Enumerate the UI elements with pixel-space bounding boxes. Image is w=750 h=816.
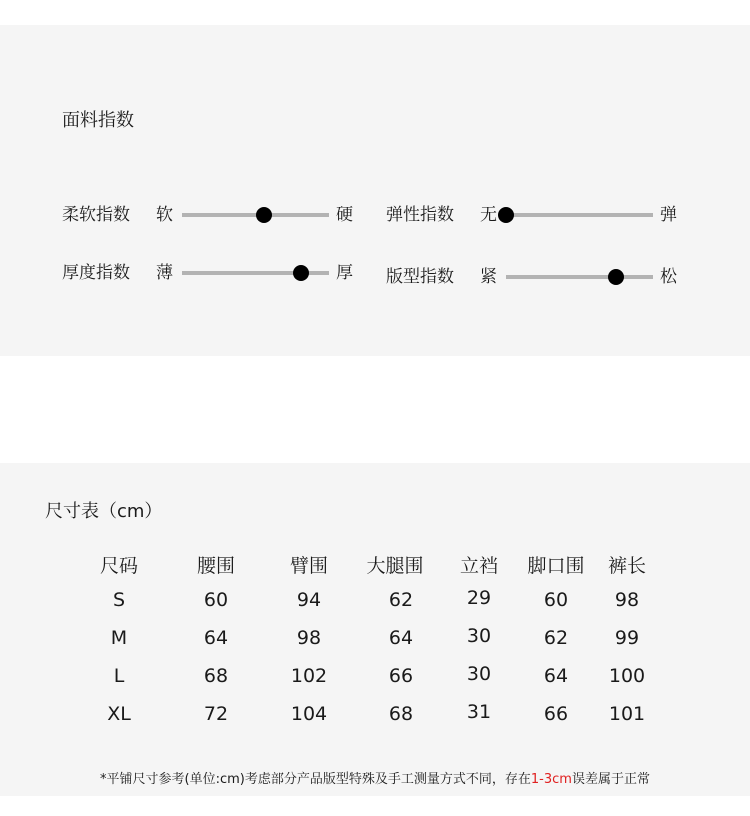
softness-slider-track <box>182 213 329 217</box>
fit-index-label: 版型指数 <box>386 267 454 287</box>
footnote-highlight: 1-3cm <box>530 772 572 787</box>
cell-hip: 94 <box>296 589 322 611</box>
header-size: 尺码 <box>99 555 138 577</box>
cell-waist: 68 <box>203 665 229 687</box>
cell-rise: 29 <box>466 587 492 609</box>
cell-length: 100 <box>608 665 646 687</box>
thickness-slider-track <box>182 271 329 275</box>
footnote-prefix: *平铺尺寸参考(单位:cm)考虑部分产品版型特殊及手工测量方式不同，存在 <box>100 772 531 787</box>
thickness-slider-knob <box>293 265 309 281</box>
header-hip: 臂围 <box>289 555 328 577</box>
thickness-min-label: 薄 <box>156 263 173 283</box>
cell-waist: 72 <box>203 703 229 725</box>
softness-slider-knob <box>256 207 272 223</box>
fit-slider-track <box>506 275 653 279</box>
cell-size: XL <box>107 703 131 725</box>
cell-rise: 31 <box>466 701 492 723</box>
elasticity-max-label: 弹 <box>660 205 677 225</box>
elasticity-slider-track <box>506 213 653 217</box>
footnote-suffix: 误差属于正常 <box>571 772 650 787</box>
elasticity-index-row <box>386 203 686 227</box>
header-waist: 腰围 <box>196 555 235 577</box>
header-length: 裤长 <box>607 555 646 577</box>
cell-thigh: 66 <box>388 665 414 687</box>
elasticity-min-label: 无 <box>480 205 497 225</box>
softness-index-label: 柔软指数 <box>62 205 130 225</box>
cell-size: M <box>110 627 128 649</box>
cell-hip: 102 <box>290 665 328 687</box>
cell-waist: 60 <box>203 589 229 611</box>
softness-max-label: 硬 <box>336 205 353 225</box>
cell-leg-opening: 64 <box>543 665 569 687</box>
header-thigh: 大腿围 <box>366 555 424 577</box>
fit-index-row <box>386 265 686 289</box>
cell-rise: 30 <box>466 663 492 685</box>
cell-waist: 64 <box>203 627 229 649</box>
softness-index-row <box>62 203 362 227</box>
header-rise: 立裆 <box>459 555 498 577</box>
header-leg-opening: 脚口围 <box>527 555 585 577</box>
cell-thigh: 64 <box>388 627 414 649</box>
cell-length: 101 <box>608 703 646 725</box>
thickness-max-label: 厚 <box>336 263 353 283</box>
fit-max-label: 松 <box>660 267 677 287</box>
fit-min-label: 紧 <box>480 267 497 287</box>
elasticity-index-label: 弹性指数 <box>386 205 454 225</box>
fabric-index-panel <box>0 25 750 356</box>
cell-leg-opening: 66 <box>543 703 569 725</box>
cell-hip: 98 <box>296 627 322 649</box>
fit-slider-knob <box>608 269 624 285</box>
thickness-index-row <box>62 261 362 285</box>
size-footnote <box>0 768 750 787</box>
cell-length: 99 <box>614 627 640 649</box>
size-chart-panel <box>0 463 750 796</box>
cell-thigh: 62 <box>388 589 414 611</box>
thickness-index-label: 厚度指数 <box>62 263 130 283</box>
softness-min-label: 软 <box>156 205 173 225</box>
cell-leg-opening: 60 <box>543 589 569 611</box>
cell-thigh: 68 <box>388 703 414 725</box>
cell-size: L <box>113 665 125 687</box>
cell-leg-opening: 62 <box>543 627 569 649</box>
fabric-index-title: 面料指数 <box>62 110 134 131</box>
elasticity-slider-knob <box>498 207 514 223</box>
cell-hip: 104 <box>290 703 328 725</box>
cell-size: S <box>112 589 126 611</box>
cell-rise: 30 <box>466 625 492 647</box>
size-chart-title: 尺寸表（cm） <box>45 501 163 522</box>
cell-length: 98 <box>614 589 640 611</box>
